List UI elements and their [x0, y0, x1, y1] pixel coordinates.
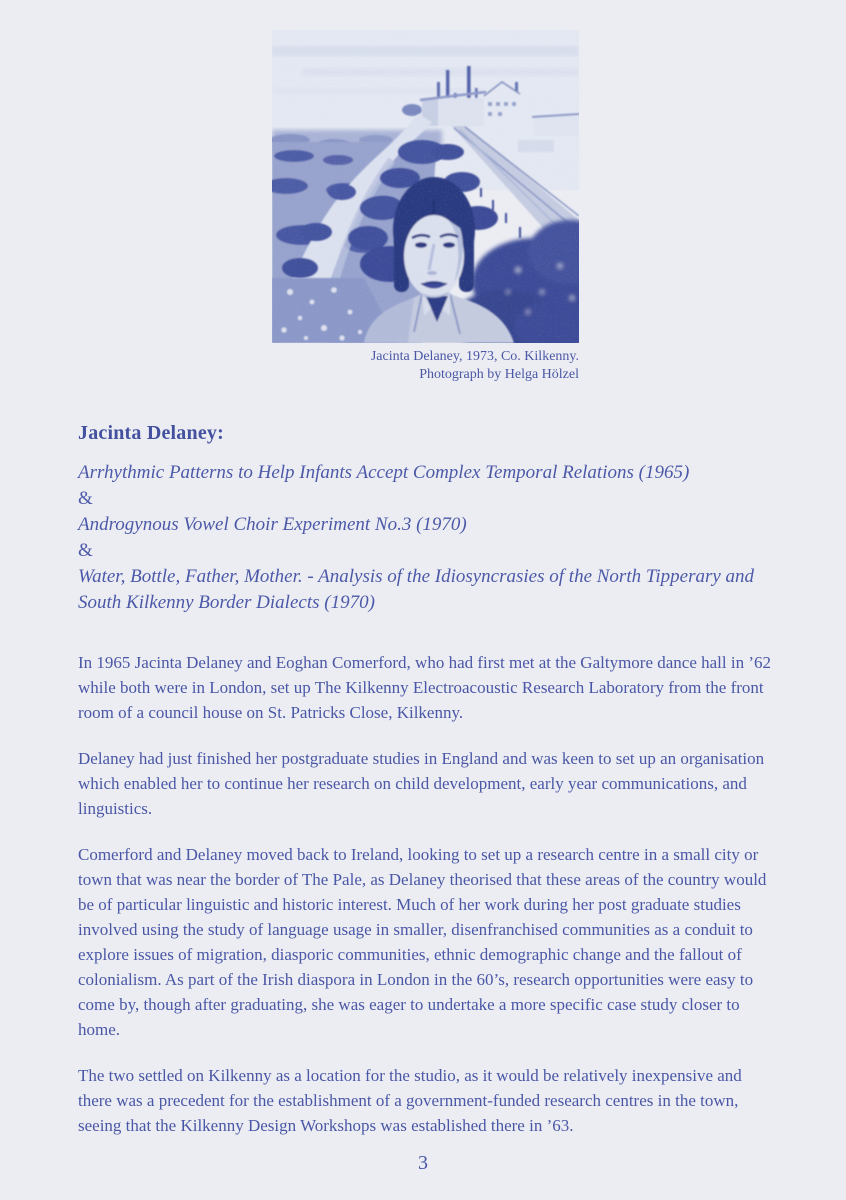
- artist-name-heading: Jacinta Delaney:: [78, 422, 224, 444]
- portrait-photo: [272, 30, 579, 343]
- body-text: [78, 650, 775, 1159]
- paragraph: Comerford and Delaney moved back to Ireland, looking to set up a research centre in a small city or town that was near the border of The Pale, as Delaney theorised that these areas of the country would be of particular linguistic and historic interest. Much of her work during her post graduate studies involved using the study of language usage in smaller, disenfranchised communities as a conduit to explore issues of migration, diasporic communities, ethnic demographic change and the fallout of colonialism. As part of the Irish diaspora in London in the 60’s, research opportunities were easy to come by, though after graduating, she was eager to undertake a more specific case study closer to home.: [78, 845, 767, 1039]
- photo-caption: [272, 348, 579, 384]
- work-title: Water, Bottle, Father, Mother. - Analysis of the Idiosyncrasies of the North Tipperary and South Kilkenny Border Dialects (1970): [78, 566, 755, 613]
- photo-caption-line2: Photograph by Helga Hölzel: [419, 367, 579, 382]
- paragraph: The two settled on Kilkenny as a location for the studio, as it would be relatively inexpensive and there was a precedent for the establishment of a government-funded research centres in the town, seeing that the Kilkenny Design Workshops was established there in ’63.: [78, 1066, 742, 1135]
- work-separator: &: [78, 540, 93, 561]
- paragraph: Delaney had just finished her postgraduate studies in England and was keen to set up an organisation which enabled her to continue her research on child development, early year communications, and linguistics.: [78, 749, 765, 818]
- photo-caption-line1: Jacinta Delaney, 1973, Co. Kilkenny.: [370, 349, 579, 364]
- work-separator: &: [78, 488, 93, 509]
- works-list: [78, 460, 778, 616]
- work-title: Arrhythmic Patterns to Help Infants Accept Complex Temporal Relations (1965): [78, 462, 690, 483]
- page-number: 3: [418, 1152, 428, 1174]
- paragraph: In 1965 Jacinta Delaney and Eoghan Comerford, who had first met at the Galtymore dance hall in ’62 while both were in London, set up The Kilkenny Electroacoustic Research Laboratory from the front room of a council house on St. Patricks Close, Kilkenny.: [78, 653, 772, 722]
- portrait-photo-illustration: [272, 30, 579, 343]
- artist-section: [78, 422, 778, 616]
- work-title: Androgynous Vowel Choir Experiment No.3 (1970): [78, 514, 467, 535]
- photo-grain-dark: [272, 30, 579, 343]
